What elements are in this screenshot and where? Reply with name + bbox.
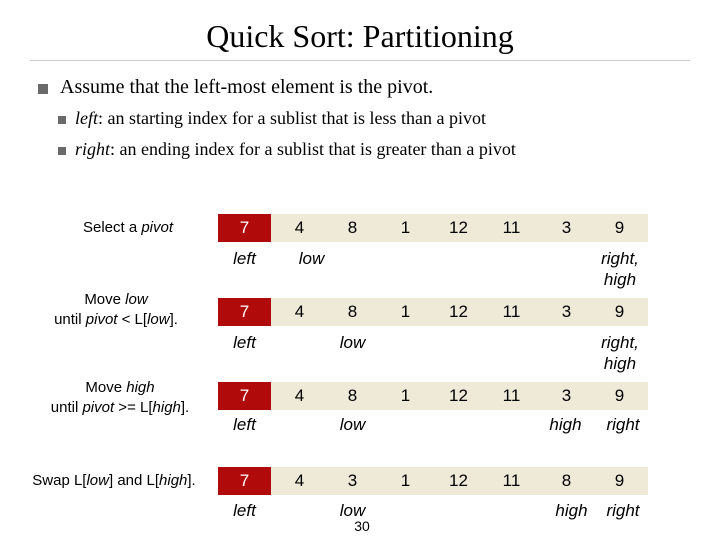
step-label-move-low: Move low until pivot < L[low]. bbox=[54, 291, 178, 328]
bullet-square-icon bbox=[38, 84, 48, 94]
pointer-high-label: high bbox=[555, 501, 588, 520]
array-cell: 9 bbox=[614, 471, 625, 490]
array-cell: 1 bbox=[400, 386, 411, 405]
sub-bullet-right-text: : an ending index for a sublist that is greater than a pivot bbox=[110, 139, 516, 159]
array-cell: 7 bbox=[239, 302, 250, 321]
title-divider bbox=[30, 60, 690, 61]
pointer-low-label: low bbox=[339, 415, 366, 434]
array-cell: 4 bbox=[294, 302, 305, 321]
term-left: left bbox=[75, 108, 98, 128]
array-cell: 3 bbox=[561, 218, 572, 237]
array-cell: 3 bbox=[561, 302, 572, 321]
sub-bullet-right bbox=[75, 139, 516, 160]
array-cell: 8 bbox=[347, 386, 358, 405]
bullet-square-icon bbox=[58, 147, 66, 155]
pointer-left-label: left bbox=[233, 249, 256, 268]
bullet-square-icon bbox=[58, 116, 66, 124]
array-cell: 9 bbox=[614, 386, 625, 405]
pointer-low-label: low bbox=[339, 333, 366, 352]
array-cell: 12 bbox=[449, 302, 468, 321]
array-cell: 3 bbox=[561, 386, 572, 405]
array-row-step-2 bbox=[218, 298, 648, 326]
array-cell: 9 bbox=[614, 302, 625, 321]
array-cell: 12 bbox=[449, 386, 468, 405]
array-row-step-1 bbox=[218, 214, 648, 242]
array-cell: 7 bbox=[239, 386, 250, 405]
array-cell: 8 bbox=[347, 218, 358, 237]
step-label-swap: Swap L[low] and L[high]. bbox=[32, 472, 196, 489]
array-cell: 1 bbox=[400, 471, 411, 490]
array-cell: 4 bbox=[294, 386, 305, 405]
pointer-right-label: right bbox=[606, 415, 640, 434]
array-cell: 11 bbox=[502, 218, 521, 237]
step-label-move-high: Move high until pivot >= L[high]. bbox=[50, 379, 190, 416]
pointer-left-label: left bbox=[233, 415, 256, 434]
array-cell: 9 bbox=[614, 218, 625, 237]
pointer-right-label: right bbox=[606, 501, 640, 520]
page-number: 30 bbox=[354, 518, 370, 534]
array-cell: 8 bbox=[347, 302, 358, 321]
main-bullet-text: Assume that the left-most element is the pivot. bbox=[60, 76, 434, 98]
pointer-high-label: high bbox=[549, 415, 582, 434]
array-row-step-3 bbox=[218, 382, 648, 410]
array-cell: 4 bbox=[294, 218, 305, 237]
pointer-low-label: low bbox=[298, 249, 325, 268]
slide-title: Quick Sort: Partitioning bbox=[206, 18, 514, 54]
array-row-step-4 bbox=[218, 467, 648, 495]
array-cell: 11 bbox=[502, 471, 521, 490]
array-cell: 1 bbox=[400, 218, 411, 237]
term-right: right bbox=[75, 139, 111, 159]
array-cell: 4 bbox=[294, 471, 305, 490]
array-cell: 7 bbox=[239, 218, 250, 237]
pointer-right-high-label: right, high bbox=[601, 249, 639, 289]
array-cell: 11 bbox=[502, 302, 521, 321]
array-cell: 12 bbox=[449, 218, 468, 237]
pointer-left-label: left bbox=[233, 333, 256, 352]
array-cell: 7 bbox=[239, 471, 250, 490]
pointer-right-high-label: right, high bbox=[601, 333, 639, 373]
array-cell: 12 bbox=[449, 471, 468, 490]
pointer-left-label: left bbox=[233, 501, 256, 520]
array-cell: 3 bbox=[347, 471, 358, 490]
array-cell: 1 bbox=[400, 302, 411, 321]
sub-bullet-left-text: : an starting index for a sublist that is less than a pivot bbox=[98, 108, 486, 128]
array-cell: 8 bbox=[561, 471, 572, 490]
step-label-select-pivot: Select a pivot bbox=[82, 219, 174, 236]
sub-bullet-left bbox=[75, 108, 486, 129]
pointer-low-label: low bbox=[339, 501, 366, 520]
array-cell: 11 bbox=[502, 386, 521, 405]
